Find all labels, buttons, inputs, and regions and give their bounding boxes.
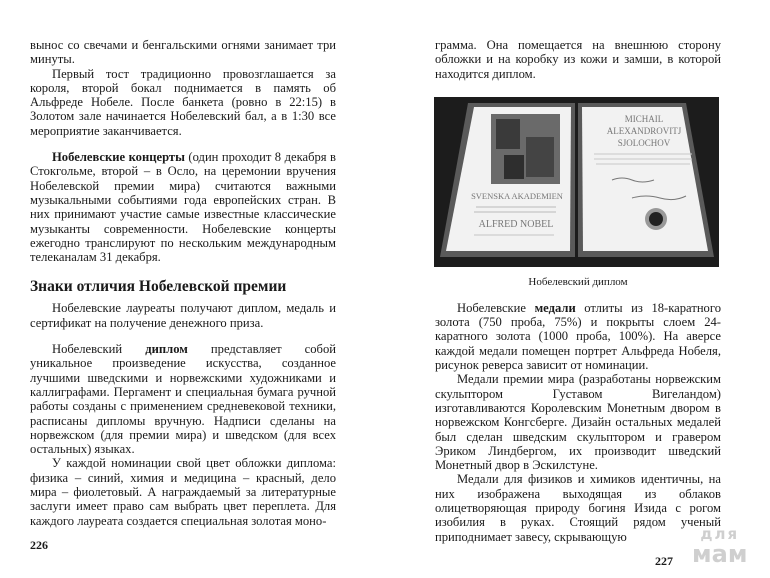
- section-heading: Знаки отличия Нобелевской премии: [30, 278, 287, 296]
- paragraph: вынос со свечами и бенгальскими огнями занимает три минуты.: [30, 38, 336, 67]
- paragraph: Медали премии мира (разработаны норвежским скульптором Густавом Вигеландом) изготавливаются Королевским Монетным двором в норвежском Конгсберге. Дизайн остальных медалей был сделан шведским скульптором и гравером Эриком Линдбергом, их производит шведский Монетный двор в Эскилстуне.: [435, 372, 721, 473]
- paragraph-text: отлиты из 18-каратного золота (750 проба, 75%) и покрыты слоем 24-каратного золота (1000 проба, 100%). На аверсе каждой медали помещен портрет Альфреда Нобеля, рисунок реверса зависит от номинации.: [435, 300, 722, 373]
- watermark-text: мам: [692, 540, 748, 568]
- paragraph: [30, 150, 336, 264]
- diploma-text: ALEXANDROVITJ: [606, 125, 682, 136]
- diploma-text: MICHAIL: [624, 113, 664, 124]
- diploma-text: ALFRED NOBEL: [478, 218, 554, 230]
- bold-term: Нобелевские концерты: [52, 150, 185, 165]
- page-number: 226: [30, 537, 48, 552]
- diploma-text: SJOLOCHOV: [617, 137, 671, 148]
- paragraph: [30, 342, 336, 456]
- paragraph-text: Нобелевский: [52, 342, 146, 357]
- paragraph: Медали для физиков и химиков идентичны, на них изображена выходящая из облаков олицетворяющая природу богиня Изида с рогом изобилия в руках. Стоящий рядом ученый приподнимает завесу, скрывающую: [435, 472, 721, 544]
- paragraph-text: Нобелевские: [457, 300, 535, 315]
- paragraph: У каждой номинации свой цвет обложки диплома: физика – синий, химия и медицина – красный, дело мира – фиолетовый. А награждаемый за литературные заслуги имеет право сам выбрать цвет переплета. Для каждого лауреата создается специальная золотая моно-: [30, 456, 336, 528]
- left-page: [30, 38, 336, 552]
- paragraph-text: представляет собой уникальное произведение искусства, созданное лучшими шведскими и норвежскими художниками и каллиграфами. Пергамент и специальная бумага ручной работы созданы с применением средневековой техники, расписаны дипломы вручную. Надписи сделаны на норвежском (для премии мира) и шведском (для всех остальных) языках.: [30, 342, 336, 457]
- paragraph-text: (один проходит 8 декабря в Стокгольме, второй – в Осло, на церемонии вручения Нобелевской премии мира) считаются важными музыкальными событиями года европейских стран. В них принимают участие самые известные классические музыканты современности. Нобелевские концерты ежегодно транслируют по нескольким международным телеканалам 31 декабря.: [30, 150, 336, 265]
- figure-caption: Нобелевский диплом: [528, 275, 628, 288]
- paragraph: грамма. Она помещается на внешнюю сторону обложки и на коробку из кожи и замши, в которой находится диплом.: [435, 38, 721, 81]
- watermark-text: для: [700, 525, 740, 543]
- diploma-photo: [434, 97, 719, 267]
- paragraph: Нобелевские лауреаты получают диплом, медаль и сертификат на получение денежного приза.: [30, 301, 336, 330]
- diploma-text: SVENSKA AKADEMIEN: [471, 190, 563, 201]
- bold-term: диплом: [145, 342, 188, 357]
- bold-term: медали: [534, 300, 576, 315]
- right-page: [435, 38, 721, 568]
- paragraph: [435, 301, 721, 372]
- page-number: 227: [655, 553, 673, 568]
- paragraph: Первый тост традиционно провозглашается за короля, второй бокал поднимается в память об Альфреде Нобеле. После банкета (ровно в 22:15) в Золотом зале начинается Нобелевский бал, а в 1:30 все мероприятие заканчивается.: [30, 66, 336, 138]
- watermark-logo: [692, 524, 748, 568]
